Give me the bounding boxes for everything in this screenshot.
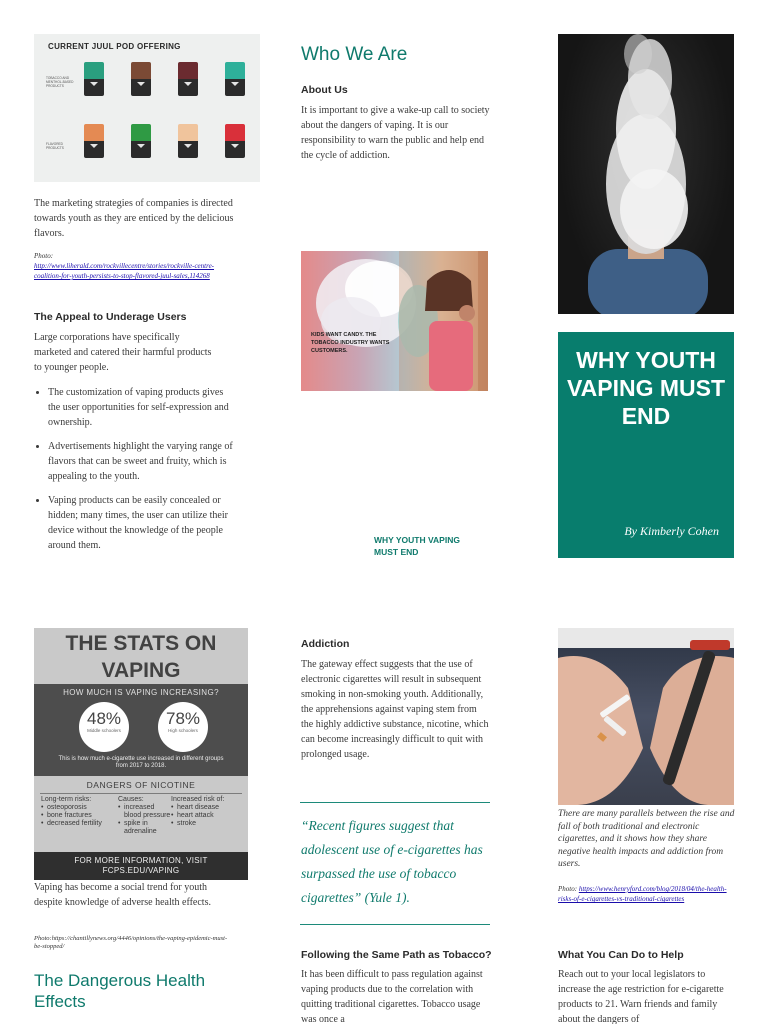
who-we-are-heading: Who We Are [301, 44, 408, 65]
marketing-intro-text: The marketing strategies of companies is directed towards youth as they are enticed by the delicious flavors. [34, 198, 234, 239]
stats-title: THE STATS ON VAPING [65, 632, 217, 682]
appeal-text: Large corporations have specifically marketed and catered their harmful products to younger people. [34, 332, 212, 373]
juul-pod-offering-image [34, 34, 260, 182]
stats-divider [40, 793, 242, 794]
appeal-bullet: • Advertisements highlight the varying range of flavors that can be sweet and fruity, which is appealing to the youth. [48, 439, 234, 484]
risk-item: • decreased fertility [41, 820, 111, 828]
photo1-link[interactable]: http://www.liherald.com/rockvillecentre/stories/rockville-centre-coalition-for-youth-persists-to-stop-flavored-juul-sales,114268 [34, 262, 215, 280]
juul-pod [178, 62, 198, 96]
pull-quote: “Recent figures suggest that adolescent use of e-cigarettes has surpassed the use of tobacco cigarettes” (Yule 1). [301, 818, 483, 905]
increased-item: • heart attack [171, 812, 246, 820]
cotton-candy-ad-image [301, 251, 488, 391]
cover-author: By Kimberly Cohen [624, 524, 719, 538]
help-heading: What You Can Do to Help [558, 949, 684, 961]
help-text: Reach out to your local legislators to increase the age restriction for e-cigarette products to 21. Warn friends and family about the dangers of [558, 969, 724, 1024]
photo3-prefix: Photo: [558, 885, 578, 893]
dangerous-effects-heading: The Dangerous Health Effects [34, 971, 206, 1011]
long-term-risks [41, 796, 111, 828]
following-heading: Following the Same Path as Tobacco? [301, 949, 492, 961]
stat-circle-high [158, 702, 208, 752]
increased-item: • stroke [171, 820, 246, 828]
cause-item: • increased blood pressure [118, 804, 172, 820]
social-trend-text: Vaping has become a social trend for youth despite knowledge of adverse health effects. [34, 882, 211, 908]
appeal-bullet-list [34, 385, 234, 562]
juul-row2-label: FLAVORED PRODUCTS [46, 142, 64, 150]
photo2-credit: Photo:https://chantillynews.org/4446/opinions/the-vaping-epidemic-must-be-stopped/ [34, 935, 228, 950]
vape-cloud-photo [558, 34, 734, 314]
quote-top-rule [300, 802, 490, 803]
cover-title: WHY YOUTH VAPING MUST END [566, 347, 726, 429]
stat-pct-middle: 48% [86, 709, 122, 728]
appeal-bullet: • The customization of vaping products gives the user opportunities for self-expression and ownership. [48, 385, 234, 430]
risk-item: • bone fractures [41, 812, 111, 820]
candy-ad-caption: KIDS WANT CANDY. THE TOBACCO INDUSTRY WANTS CUSTOMERS. [311, 332, 390, 354]
vaping-stats-infographic [34, 628, 248, 880]
long-term-heading: Long-term risks: [41, 796, 92, 803]
stat-pct-high: 78% [165, 709, 201, 728]
stat-group-middle: Middle schoolers [87, 728, 121, 733]
increased-item: • heart disease [171, 804, 246, 812]
cigarettes-caption: There are many parallels between the rise and fall of both traditional and electronic cigarettes, and it shows how they share negative health impacts and addiction from users. [558, 809, 735, 869]
juul-pod [131, 62, 151, 96]
cigarettes-in-hands-photo [558, 628, 734, 805]
increased-heading: Increased risk of: [171, 796, 225, 803]
about-us-text: It is important to give a wake-up call to society about the dangers of vaping. It is our responsibility to warn the public and help end the cycle of addiction. [301, 105, 490, 161]
about-us-heading: About Us [301, 84, 348, 96]
stats-note: This is how much e-cigarette use increased in different groups from 2017 to 2018. [58, 756, 224, 769]
stat-circle-middle [79, 702, 129, 752]
stat-group-high: High schoolers [168, 728, 198, 733]
addiction-text: The gateway effect suggests that the use of electronic cigarettes will result in subsequent smoking in non-smoking youth. Additionally, the apprehensions against vaping stem from the highly addictive substance, nicotine, which can become increasingly difficult to quit with prolonged usage. [301, 659, 489, 760]
risk-item: • osteoporosis [41, 804, 111, 812]
photo3-credit [558, 884, 736, 904]
photo1-prefix: Photo: [34, 252, 54, 260]
cigarettes-illustration [558, 628, 734, 805]
juul-pod [84, 124, 104, 158]
brochure-cover [558, 332, 734, 558]
juul-pod [225, 124, 245, 158]
photo3-link[interactable]: https://www.henryford.com/blog/2018/04/the-health-risks-of-e-cigarettes-vs-traditional-cigarettes [558, 885, 727, 903]
causes-heading: Causes: [118, 796, 144, 803]
stats-footer [34, 852, 248, 880]
juul-row1-label: TOBACCO AND MENTHOL-BASED PRODUCTS [46, 76, 74, 88]
juul-pod [225, 62, 245, 96]
photo1-credit [34, 251, 224, 281]
juul-pod [131, 124, 151, 158]
dangers-heading: DANGERS OF NICOTINE [86, 780, 196, 790]
quote-bottom-rule [300, 924, 490, 925]
stats-dark-panel [34, 684, 248, 776]
stats-question: HOW MUCH IS VAPING INCREASING? [63, 688, 219, 697]
causes-list [118, 796, 172, 836]
appeal-bullet: • Vaping products can be easily concealed or hidden; many times, the user can utilize their device without the knowledge of the people around them. [48, 493, 234, 553]
increased-risk-list [171, 796, 246, 828]
vape-cloud-illustration [558, 34, 734, 314]
juul-title: CURRENT JUUL POD OFFERING [48, 42, 181, 51]
addiction-heading: Addiction [301, 638, 350, 650]
following-text: It has been difficult to pass regulation against vaping products due to the correlation with quitting traditional cigarettes. Tobacco usage was once a [301, 969, 483, 1024]
cause-item: • spike in adrenaline [118, 820, 172, 836]
juul-pod [178, 124, 198, 158]
small-title: WHY YOUTH VAPING MUST END [374, 535, 460, 557]
candy-illustration [301, 251, 488, 391]
stats-footer-text: FOR MORE INFORMATION, VISIT FCPS.EDU/VAPING [74, 856, 208, 875]
juul-pod [84, 62, 104, 96]
appeal-heading: The Appeal to Underage Users [34, 311, 187, 323]
